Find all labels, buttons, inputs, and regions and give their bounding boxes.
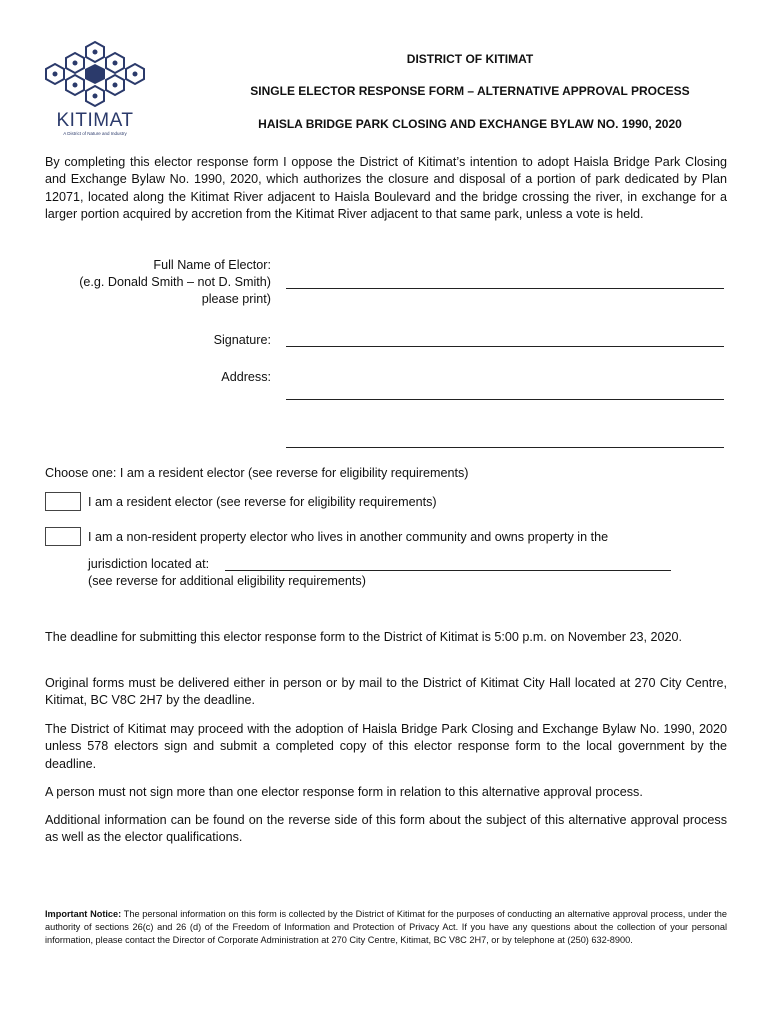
jurisdiction-input-line[interactable]	[225, 570, 671, 571]
full-name-print-note: please print)	[201, 292, 271, 306]
delivery-paragraph: Original forms must be delivered either in person or by mail to the District of Kitimat City Hall located at 270 City Centre, Kitimat, BC V8C 2H7 by the deadline.	[45, 676, 727, 708]
snowflake-logo-icon	[40, 38, 150, 110]
resident-elector-label: I am a resident elector (see reverse for eligibility requirements)	[88, 495, 437, 509]
logo-tagline: A District of Nature and Industry	[63, 131, 127, 136]
address-input-line-1[interactable]	[286, 399, 724, 400]
signature-input-line[interactable]	[286, 346, 724, 347]
header-bylaw-title: HAISLA BRIDGE PARK CLOSING AND EXCHANGE BYLAW NO. 1990, 2020	[258, 117, 682, 131]
privacy-notice-label: Important Notice:	[45, 909, 122, 919]
deadline-paragraph: The deadline for submitting this elector response form to the District of Kitimat is 5:00 p.m. on November 23, 2020.	[45, 630, 682, 644]
non-resident-note: (see reverse for additional eligibility requirements)	[88, 574, 366, 588]
intro-paragraph: By completing this elector response form I oppose the District of Kitimat’s intention to adopt Haisla Bridge Park Closing and Exchange Bylaw No. 1990, 2020, which authorizes the closure and disposal of a portion of park dedicated by Plan 12071, located along the Kitimat River adjacent to Haisla Boulevard and the bridge crossing the river, in exchange for a larger portion acquired by accretion from the Kitimat River adjacent to that same park, unless a vote is held.	[45, 155, 727, 221]
header-district: DISTRICT OF KITIMAT	[406, 52, 534, 66]
non-resident-elector-label: I am a non-resident property elector who lives in another community and owns property in the	[88, 530, 609, 544]
address-label: Address:	[221, 370, 271, 384]
resident-elector-checkbox[interactable]	[45, 492, 81, 511]
privacy-notice-text: The personal information on this form is collected by the District of Kitimat for the purposes of conducting an alternative approval process, under the authority of sections 26(c) and 26 (d) of the Freedom of Information and Protection of Privacy Act. If you have any questions about the collection of your personal information, please contact the Director of Corporate Administration at 270 City Centre, Kitimat, BC V8C 2H7, or by telephone at (250) 632-8900.	[45, 909, 727, 945]
address-input-line-2[interactable]	[286, 447, 724, 448]
header-form-title: SINGLE ELECTOR RESPONSE FORM – ALTERNATIVE APPROVAL PROCESS	[250, 84, 690, 98]
choose-one-text: Choose one: I am a resident elector (see reverse for eligibility requirements)	[45, 466, 469, 480]
full-name-label: Full Name of Elector:	[153, 258, 271, 272]
additional-info-paragraph: Additional information can be found on the reverse side of this form about the subject of this alternative approval process as well as the elector qualifications.	[45, 813, 727, 845]
full-name-example: (e.g. Donald Smith – not D. Smith)	[79, 275, 271, 289]
logo-wordmark: KITIMAT	[56, 110, 134, 131]
signature-label: Signature:	[213, 333, 271, 347]
full-name-input-line[interactable]	[286, 288, 724, 289]
one-form-paragraph: A person must not sign more than one elector response form in relation to this alternative approval process.	[45, 785, 643, 799]
jurisdiction-label: jurisdiction located at:	[88, 557, 210, 571]
proceed-paragraph: The District of Kitimat may proceed with the adoption of Haisla Bridge Park Closing and Exchange Bylaw No. 1990, 2020 unless 578 electors sign and submit a completed copy of this elector response form to the local government by the deadline.	[45, 722, 727, 771]
privacy-notice	[45, 908, 727, 946]
kitimat-logo	[40, 38, 150, 138]
non-resident-elector-checkbox[interactable]	[45, 527, 81, 546]
